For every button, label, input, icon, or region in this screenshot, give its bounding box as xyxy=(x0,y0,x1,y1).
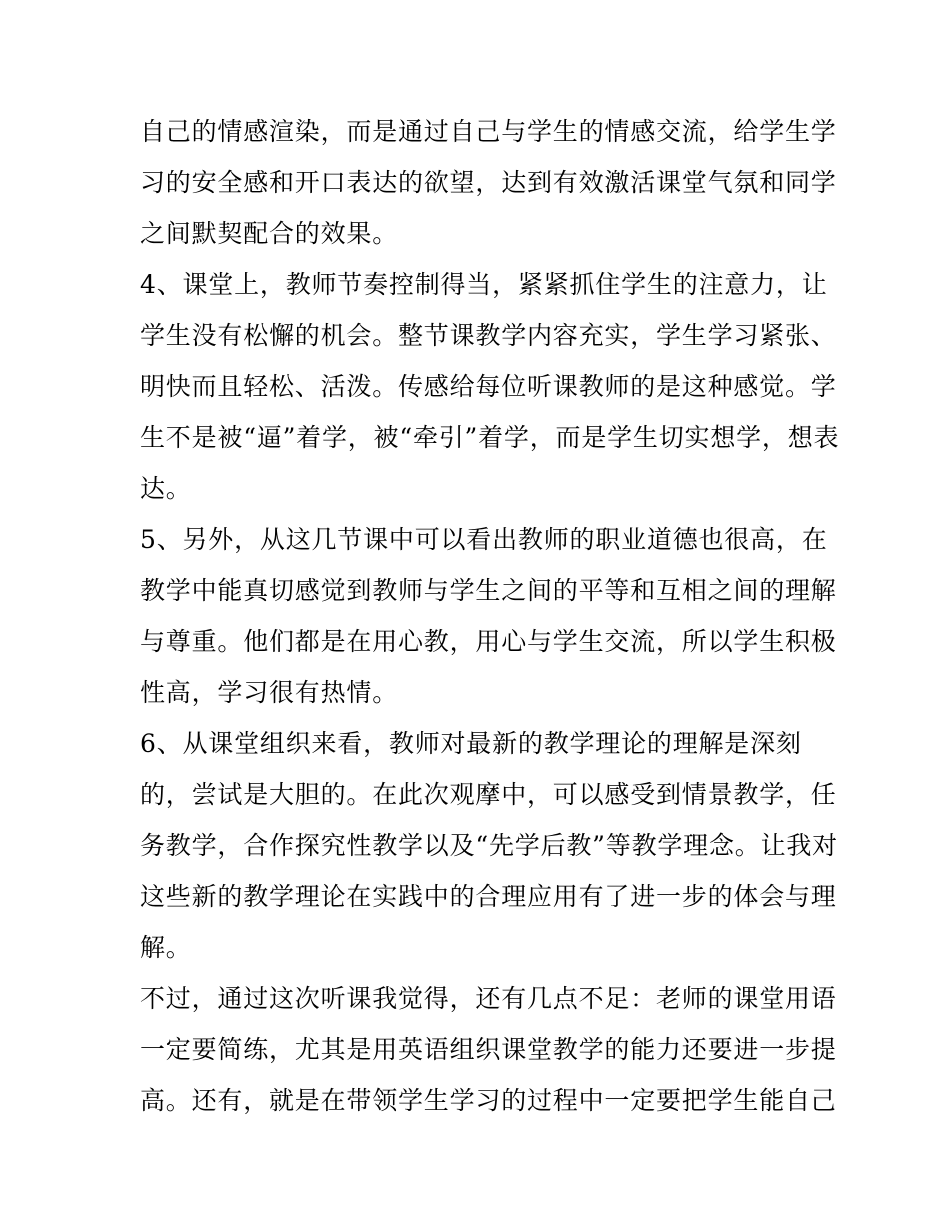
text-line: 达。 xyxy=(140,474,192,503)
text-line: 不过，通过这次听课我觉得，还有几点不足：老师的课堂用语 xyxy=(140,984,837,1013)
text-line: 高。还有，就是在带领学生学习的过程中一定要把学生能自己 xyxy=(140,1086,837,1115)
text-line: 一定要简练，尤其是用英语组织课堂教学的能力还要进一步提 xyxy=(140,1035,837,1064)
text-line: 5、另外，从这几节课中可以看出教师的职业道德也很高，在 xyxy=(140,525,828,554)
text-line: 6、从课堂组织来看，教师对最新的教学理论的理解是深刻 xyxy=(140,729,802,758)
text-line: 解。 xyxy=(140,933,192,962)
text-line: 教学中能真切感觉到教师与学生之间的平等和互相之间的理解 xyxy=(140,576,837,605)
text-line: 明快而且轻松、活泼。传感给每位听课教师的是这种感觉。学 xyxy=(140,372,837,401)
text-line: 生不是被“逼”着学，被“牵引”着学，而是学生切实想学，想表 xyxy=(140,423,840,452)
text-line: 这些新的教学理论在实践中的合理应用有了进一步的体会与理 xyxy=(140,882,837,911)
body-text xyxy=(140,106,840,1126)
text-line: 务教学，合作探究性教学以及“先学后教”等教学理念。让我对 xyxy=(140,831,838,860)
text-line: 的，尝试是大胆的。在此次观摩中，可以感受到情景教学，任 xyxy=(140,780,837,809)
text-line: 自己的情感渲染，而是通过自己与学生的情感交流，给学生学 xyxy=(140,117,837,146)
text-line: 与尊重。他们都是在用心教，用心与学生交流，所以学生积极 xyxy=(140,627,837,656)
text-line: 习的安全感和开口表达的欲望，达到有效激活课堂气氛和同学 xyxy=(140,168,837,197)
text-line: 性高，学习很有热情。 xyxy=(140,678,399,707)
text-line: 之间默契配合的效果。 xyxy=(140,219,399,248)
text-line: 学生没有松懈的机会。整节课教学内容充实，学生学习紧张、 xyxy=(140,321,837,350)
text-line: 4、课堂上，教师节奏控制得当，紧紧抓住学生的注意力，让 xyxy=(140,270,828,299)
